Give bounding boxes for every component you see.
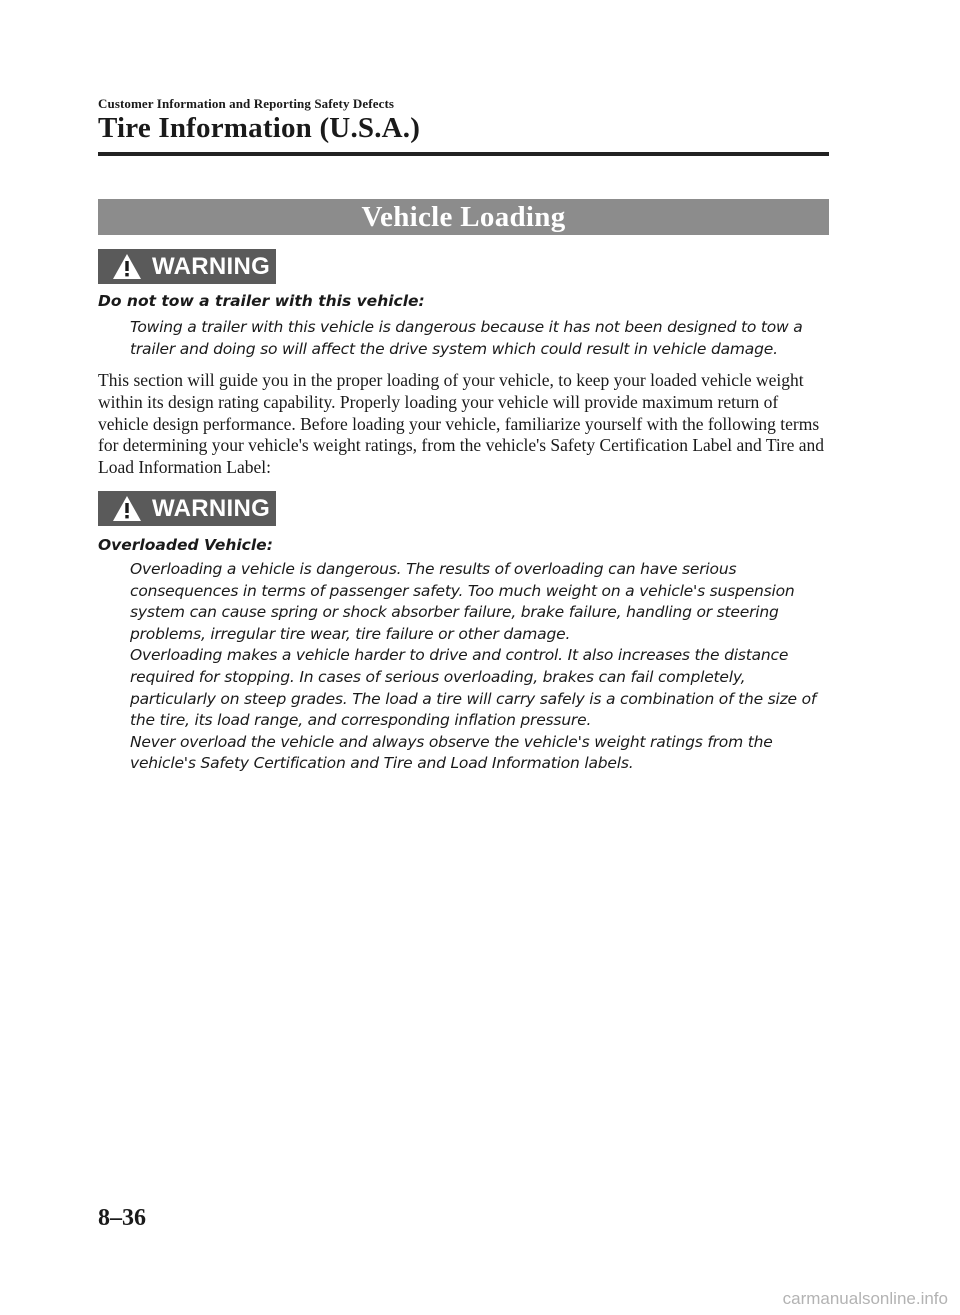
- warning-heading: Overloaded Vehicle:: [98, 536, 273, 554]
- warning-body: [130, 559, 830, 775]
- warning-body: [130, 317, 830, 360]
- section-title: Vehicle Loading: [361, 200, 566, 233]
- breadcrumb: Customer Information and Reporting Safety Defects: [98, 96, 395, 111]
- warning-triangle-icon: [112, 494, 142, 524]
- warning-triangle-icon: [112, 252, 142, 282]
- warning-badge-label: WARNING: [152, 252, 271, 280]
- header-divider: [98, 152, 829, 156]
- warning-heading: Do not tow a trailer with this vehicle:: [98, 292, 425, 310]
- section-title-band: [98, 199, 829, 235]
- chapter-title: Tire Information (U.S.A.): [98, 112, 421, 144]
- page-number: 8–36: [98, 1205, 146, 1231]
- warning-badge: [98, 249, 276, 284]
- warning-text: Overloading a vehicle is dangerous. The results of overloading can have serious consequences in terms of passenger safety. Too much weight on a vehicle's suspension system can cause spring or shock absorber failure, brake failure, handling or steering problems, irregular tire wear, tire failure or other damage.: [130, 560, 795, 643]
- watermark: carmanualsonline.info: [782, 1289, 948, 1308]
- warning-badge: [98, 491, 276, 526]
- body-paragraph: This section will guide you in the proper loading of your vehicle, to keep your loaded vehicle weight within its design rating capability. Properly loading your vehicle will provide maximum return of vehicle design performance. Before loading your vehicle, familiarize yourself with the following terms for determining your vehicle's weight ratings, from the vehicle's Safety Certification Label and Tire and Load Information Label:: [98, 370, 825, 478]
- warning-text: Towing a trailer with this vehicle is dangerous because it has not been designed to tow a trailer and doing so will affect the drive system which could result in vehicle damage.: [130, 318, 803, 358]
- warning-text: Overloading makes a vehicle harder to drive and control. It also increases the distance required for stopping. In cases of serious overloading, brakes can fail completely, particularly on steep grades. The load a tire will carry safely is a combination of the size of the tire, its load range, and corresponding inflation pressure.: [130, 646, 817, 730]
- warning-badge-label: WARNING: [152, 494, 271, 522]
- warning-text: Never overload the vehicle and always observe the vehicle's weight ratings from the vehicle's Safety Certification and Tire and Load Information labels.: [130, 732, 773, 773]
